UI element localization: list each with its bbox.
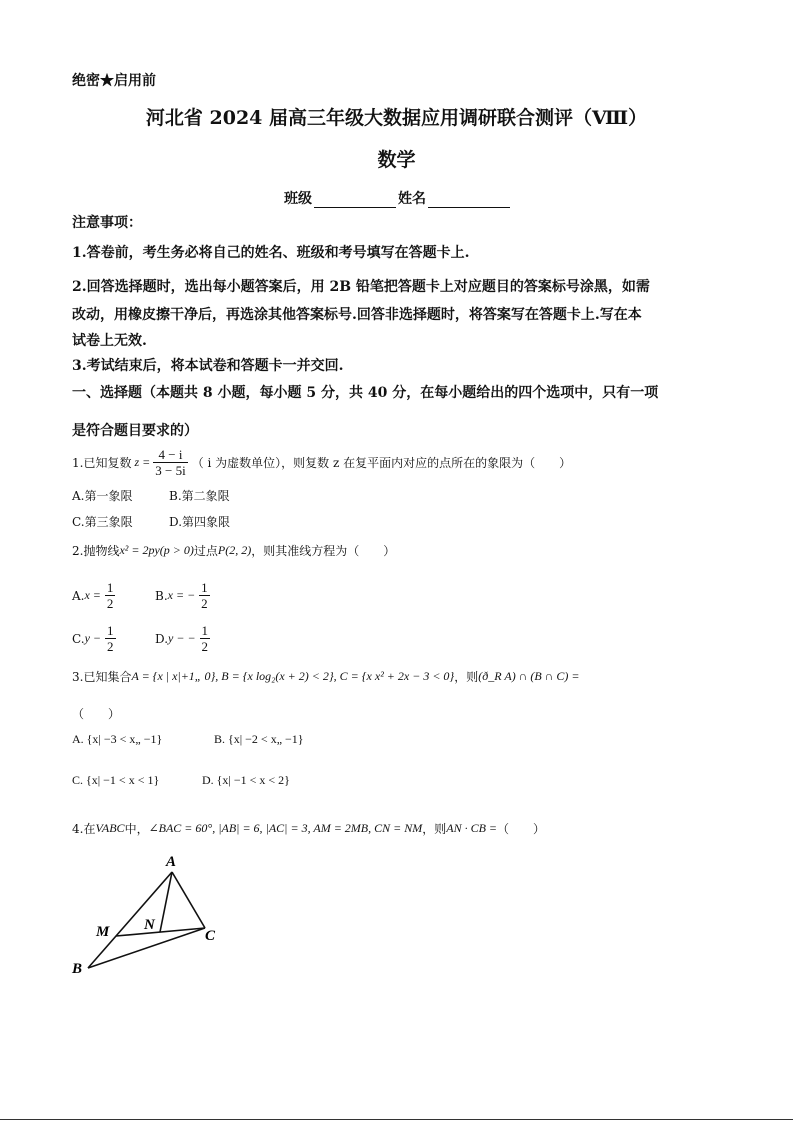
q3-stem <box>72 668 579 685</box>
edge-ac <box>172 872 205 928</box>
q2-option-d <box>155 623 210 654</box>
notice-heading: 注意事项： <box>72 215 142 231</box>
q3-sets: A = {x | x|+1„ 0}, B = {x log₂(x + 2) < 2}, C = {x x² + 2x − 3 < 0} <box>131 669 455 683</box>
q2-option-a-den: 2 <box>106 596 114 611</box>
page-bottom-rule <box>0 1119 793 1120</box>
q2-option-b-den: 2 <box>201 596 208 611</box>
q2-option-b-num: 1 <box>201 580 208 595</box>
q3-expression: (ð_R A) ∩ (B ∩ C) = <box>478 669 580 683</box>
q2-option-c-var: y − <box>84 631 102 645</box>
section-1-heading-line-1: 一、选择题（本题共 8 小题，每小题 5 分，共 40 分，在每小题给出的四个选项中，只有一项 <box>72 385 659 401</box>
q4-mid: 中， <box>124 822 149 836</box>
q2-option-b-frac <box>199 580 210 611</box>
q2-option-c <box>72 623 116 654</box>
subject-title: 数学 <box>377 149 416 171</box>
notice-item-2-line-3: 试卷上无效. <box>72 333 147 349</box>
notice-item-2-line-2: 改动，用橡皮擦干净后，再选涂其他答案标号.回答非选择题时，将答案写在答题卡上.写在本 <box>72 307 642 323</box>
q4-triangle-figure <box>65 850 225 975</box>
q1-option-a: A.第一象限 <box>72 489 133 503</box>
q2-equation: x² = 2py(p > 0) <box>119 543 194 557</box>
segment-an <box>160 872 172 932</box>
notice-item-2-line-1: 2.回答选择题时，选出每小题答案后，用 2B 铅笔把答题卡上对应题目的答案标号涂黑，如需 <box>72 279 650 295</box>
q2-point: P(2, 2) <box>217 543 252 557</box>
exam-title: 河北省 2024 届高三年级大数据应用调研联合测评（Ⅷ） <box>145 107 648 129</box>
q2-option-c-frac <box>105 623 116 654</box>
q2-option-d-den: 2 <box>201 639 209 654</box>
q1-numerator: 4 − i <box>153 447 187 463</box>
q2-option-b <box>155 580 210 611</box>
q1-stem <box>72 447 571 478</box>
q2-option-d-num: 1 <box>201 623 209 638</box>
label-n: N <box>144 917 155 933</box>
q2-stem <box>72 542 395 559</box>
q1-z-eq: z = <box>134 455 151 469</box>
label-m: M <box>96 924 110 940</box>
q2-option-c-num: 1 <box>107 623 114 638</box>
q3-answer-paren: （ ） <box>72 707 121 721</box>
class-blank[interactable] <box>314 193 396 208</box>
q2-prefix: 2.抛物线 <box>72 544 120 558</box>
label-a: A <box>166 854 177 870</box>
q4-triangle: VABC <box>95 821 125 835</box>
q1-denominator: 3 − 5i <box>155 463 186 478</box>
q1-option-c: C.第三象限 <box>72 515 133 529</box>
q4-stem <box>72 820 545 837</box>
q2-option-d-var: y − − <box>168 631 196 645</box>
notice-item-1: 1.答卷前，考生务必将自己的姓名、班级和考号填写在答题卡上. <box>72 245 470 261</box>
q3-option-b: B. {x| −2 < x„ −1} <box>214 732 304 746</box>
class-name-line <box>284 188 512 208</box>
label-b: B <box>72 961 83 975</box>
secret-mark: 绝密★启用前 <box>72 73 156 89</box>
q2-option-c-den: 2 <box>107 639 114 654</box>
q4-prefix: 4.在 <box>72 822 96 836</box>
q1-suffix: （ i 为虚数单位），则复数 z 在复平面内对应的点所在的象限为（ ） <box>191 456 572 470</box>
name-label: 姓名 <box>398 191 426 207</box>
notice-item-3: 3.考试结束后，将本试卷和答题卡一并交回. <box>72 358 344 374</box>
class-label: 班级 <box>284 191 312 207</box>
q2-option-d-frac <box>200 623 211 654</box>
q3-prefix: 3.已知集合 <box>72 670 132 684</box>
q1-option-d: D.第四象限 <box>169 515 231 529</box>
q4-expression: AN · CB = <box>446 821 497 835</box>
q2-option-b-var: x = − <box>167 588 196 602</box>
label-c: C <box>205 928 216 944</box>
q4-ask: ，则 <box>422 822 447 836</box>
q1-option-b: B.第二象限 <box>169 489 230 503</box>
q4-answer-paren: （ ） <box>497 822 546 836</box>
q2-option-a-frac <box>105 580 116 611</box>
q2-option-c-letter: C. <box>72 631 85 646</box>
q3-option-a: A. {x| −3 < x„ −1} <box>72 732 163 746</box>
q3-mid: ，则 <box>454 670 479 684</box>
q3-option-c: C. {x| −1 < x < 1} <box>72 773 160 787</box>
q2-option-a-letter: A. <box>72 588 85 603</box>
q2-option-d-letter: D. <box>155 631 169 646</box>
q1-prefix: 1.已知复数 <box>72 456 132 470</box>
q2-option-a-var: x = <box>84 588 101 602</box>
q2-option-a-num: 1 <box>106 580 114 595</box>
q2-suffix: ，则其准线方程为（ ） <box>251 544 396 558</box>
q1-fraction <box>153 447 187 478</box>
q2-option-a <box>72 580 115 611</box>
q2-mid: 过点 <box>193 544 218 558</box>
section-1-heading-line-2: 是符合题目要求的） <box>72 423 198 439</box>
q4-conditions: ∠BAC = 60°, |AB| = 6, |AC| = 3, AM = 2MB, CN = NM <box>148 821 423 835</box>
q2-option-b-letter: B. <box>155 588 168 603</box>
name-blank[interactable] <box>428 193 510 208</box>
q3-option-d: D. {x| −1 < x < 2} <box>202 773 290 787</box>
